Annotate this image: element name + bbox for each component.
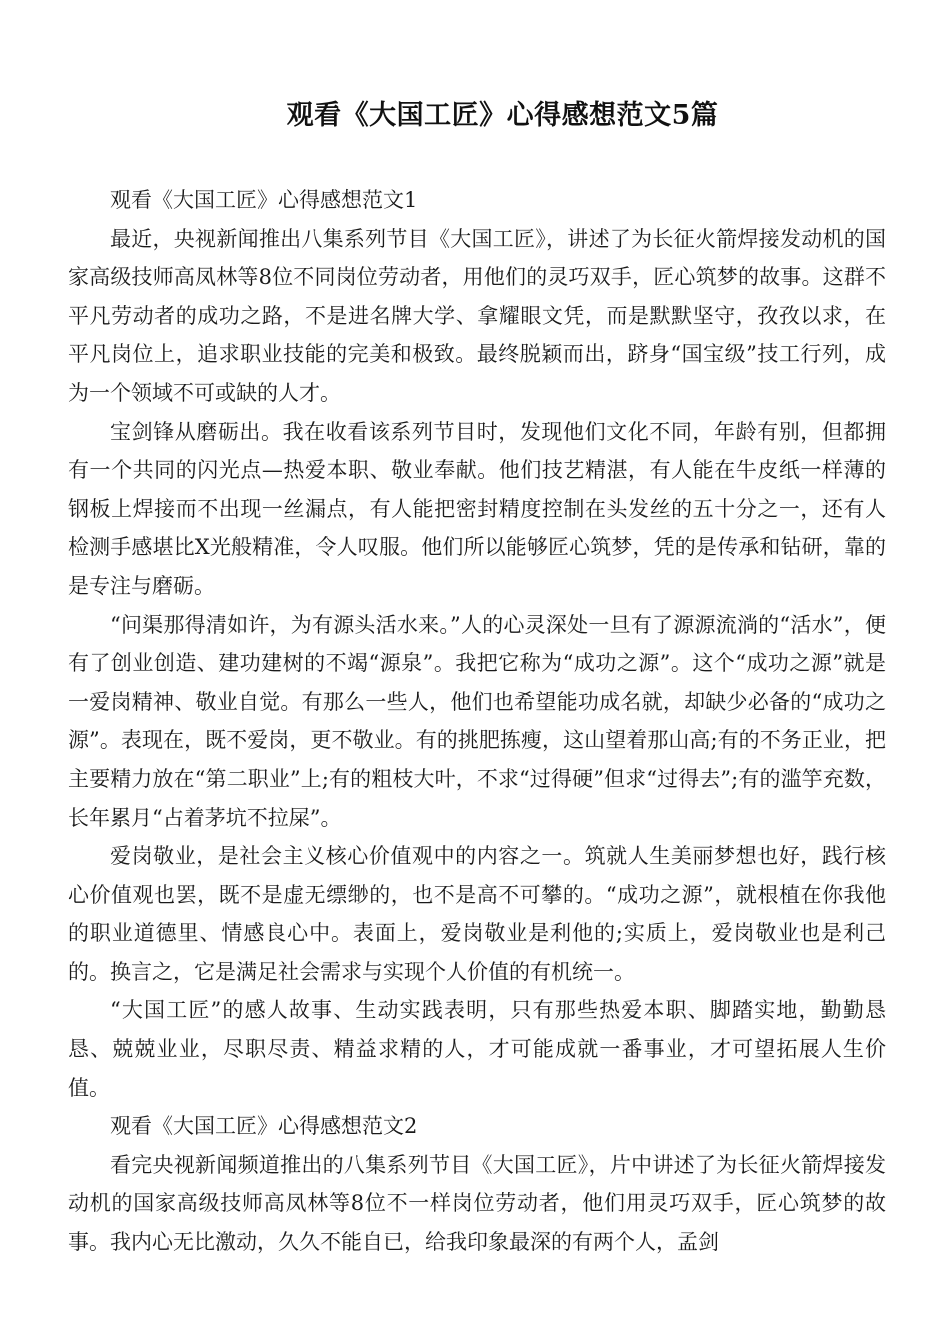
paragraph: 最近，央视新闻推出八集系列节目《大国工匠》，讲述了为长征火箭焊接发动机的国家高级技师高凤林等8位不同岗位劳动者，用他们的灵巧双手，匠心筑梦的故事。这群不平凡劳动者的成功之路，不是进名牌大学、拿耀眼文凭，而是默默坚守，孜孜以求，在平凡岗位上，追求职业技能的完美和极致。最终脱颖而出，跻身“国宝级”技工行列，成为一个领域不可或缺的人才。 <box>68 226 886 405</box>
paragraph: “大国工匠”的感人故事、生动实践表明，只有那些热爱本职、脚踏实地，勤勤恳恳、兢兢业业，尽职尽责、精益求精的人，才可能成就一番事业，才可望拓展人生价值。 <box>68 998 886 1100</box>
section-heading-2: 观看《大国工匠》心得感想范文2 <box>110 1114 418 1139</box>
paragraph: 宝剑锋从磨砺出。我在收看该系列节目时，发现他们文化不同，年龄有别，但都拥有一个共同的闪光点—热爱本职、敬业奉献。他们技艺精湛，有人能在牛皮纸一样薄的钢板上焊接而不出现一丝漏点，有人能把密封精度控制在头发丝的五十分之一，还有人检测手感堪比X光般精准，令人叹服。他们所以能够匠心筑梦，凭的是传承和钻研，靠的是专注与磨砺。 <box>68 419 886 598</box>
document-body <box>68 181 886 1262</box>
document-title: 观看《大国工匠》心得感想范文5篇 <box>286 100 719 131</box>
section-heading-1: 观看《大国工匠》心得感想范文1 <box>110 188 418 212</box>
paragraph: 爱岗敬业，是社会主义核心价值观中的内容之一。筑就人生美丽梦想也好，践行核心价值观也罢，既不是虚无缥缈的，也不是高不可攀的。“成功之源”，就根植在你我他的职业道德里、情感良心中。表面上，爱岗敬业是利他的;实质上，爱岗敬业也是利己的。换言之，它是满足社会需求与实现个人价值的有机统一。 <box>68 844 886 984</box>
paragraph: 看完央视新闻频道推出的八集系列节目《大国工匠》，片中讲述了为长征火箭焊接发动机的国家高级技师高凤林等8位不一样岗位劳动者，他们用灵巧双手，匠心筑梦的故事。我内心无比激动，久久不能自已，给我印象最深的有两个人，孟剑 <box>68 1152 886 1255</box>
paragraph: “问渠那得清如许，为有源头活水来。”人的心灵深处一旦有了源源流淌的“活水”，便有了创业创造、建功建树的不竭“源泉”。我把它称为“成功之源”。这个“成功之源”就是一爱岗精神、敬业自觉。有那么一些人，他们也希望能功成名就，却缺少必备的“成功之源”。表现在，既不爱岗，更不敬业。有的挑肥拣瘦，这山望着那山高;有的不务正业，把主要精力放在“第二职业”上;有的粗枝大叶，不求“过得硬”但求“过得去”;有的滥竽充数，长年累月“占着茅坑不拉屎”。 <box>68 612 886 830</box>
